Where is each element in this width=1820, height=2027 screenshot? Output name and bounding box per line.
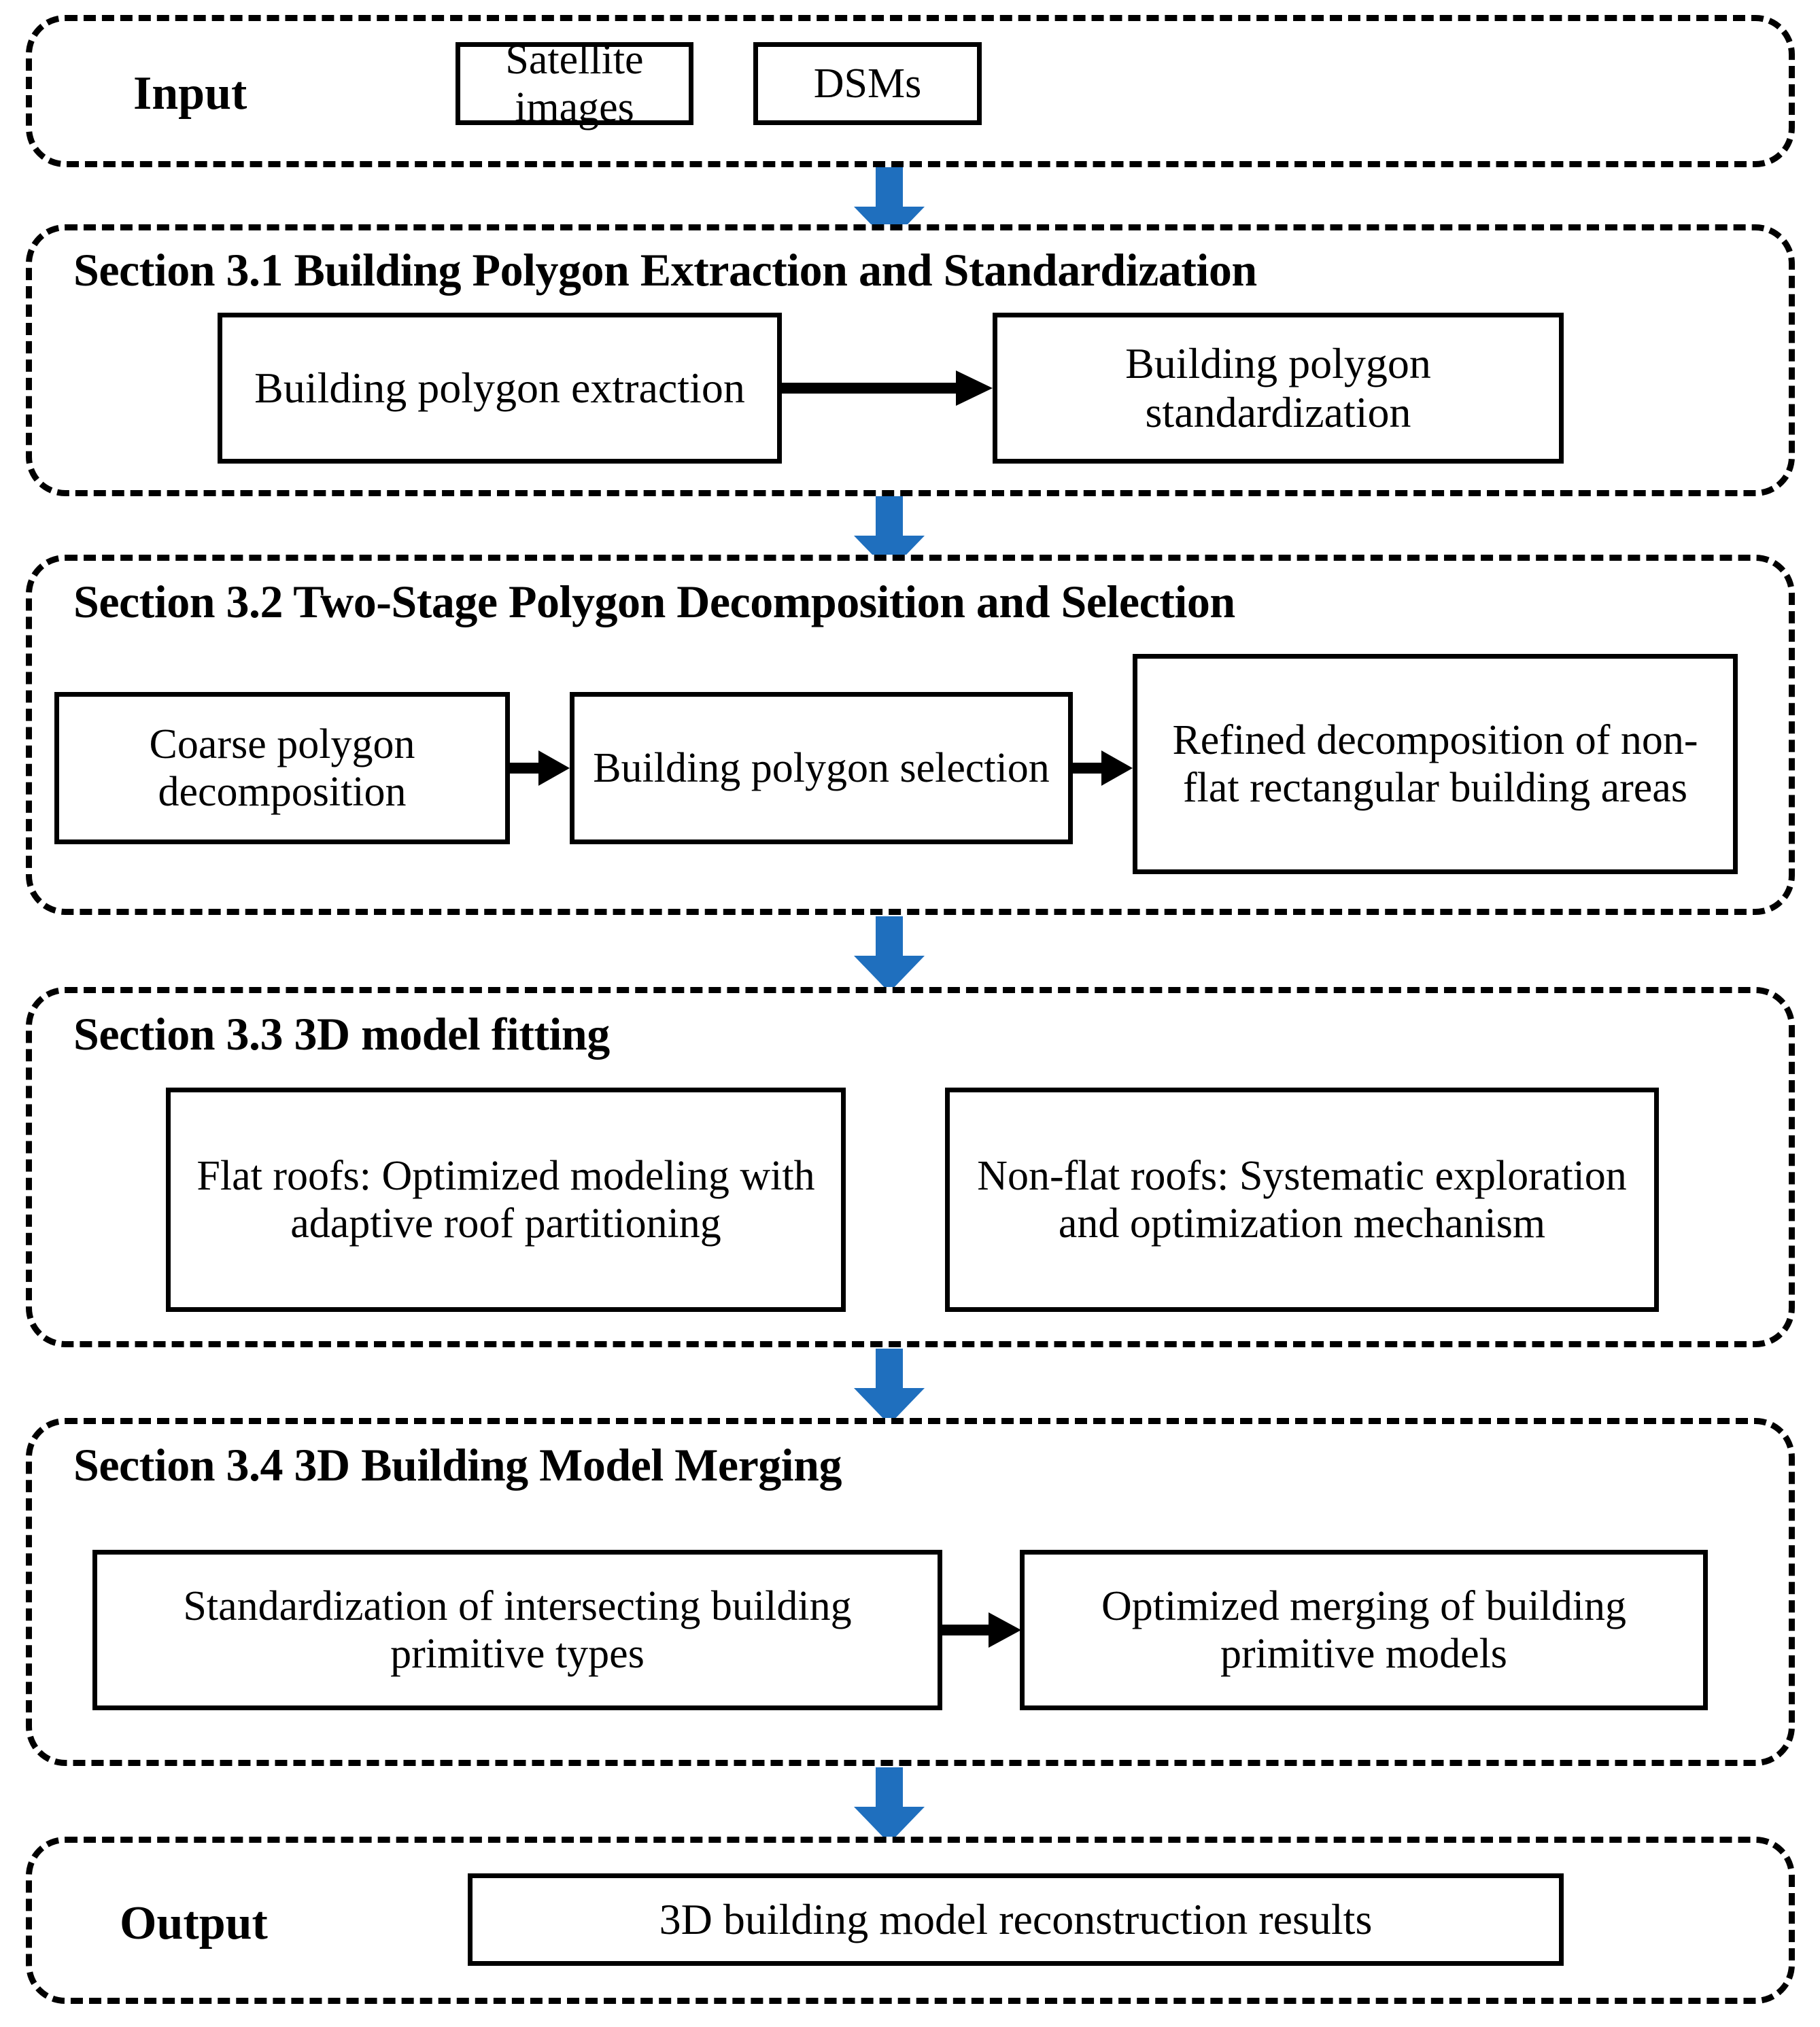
section-3-2-box-refined-decomposition[interactable]: Refined decomposition of non-flat rectangular building areas — [1133, 654, 1738, 874]
section-title-3-2: Section 3.2 Two-Stage Polygon Decomposition and Selection — [73, 576, 1235, 627]
arrow-right-icon-2 — [510, 750, 570, 789]
arrow-right-icon-4 — [942, 1612, 1021, 1651]
arrow-down-icon-5 — [848, 1767, 930, 1847]
section-3-4-box-optimized-merging[interactable]: Optimized merging of building primitive models — [1020, 1550, 1708, 1710]
section-3-2-box-coarse-decomposition[interactable]: Coarse polygon decomposition — [54, 692, 510, 844]
section-title-3-3: Section 3.3 3D model fitting — [73, 1008, 610, 1060]
input-box-satellite-images[interactable]: Satellite images — [456, 42, 693, 125]
output-stage-label: Output — [120, 1897, 268, 1950]
section-3-4-box-standardization-intersecting[interactable]: Standardization of intersecting building primitive types — [92, 1550, 942, 1710]
arrow-down-icon-3 — [848, 916, 930, 996]
section-3-1-box-extraction[interactable]: Building polygon extraction — [218, 313, 782, 464]
section-3-3-box-non-flat-roofs[interactable]: Non-flat roofs: Systematic exploration and optimization mechanism — [945, 1088, 1659, 1312]
input-stage-label: Input — [133, 67, 247, 120]
section-title-3-1: Section 3.1 Building Polygon Extraction and Standardization — [73, 244, 1257, 296]
arrow-right-icon-1 — [782, 370, 993, 409]
section-title-3-4: Section 3.4 3D Building Model Merging — [73, 1439, 842, 1491]
arrow-down-icon-4 — [848, 1349, 930, 1428]
arrow-right-icon-3 — [1073, 750, 1133, 789]
section-3-2-box-polygon-selection[interactable]: Building polygon selection — [570, 692, 1073, 844]
section-3-3-box-flat-roofs[interactable]: Flat roofs: Optimized modeling with adaptive roof partitioning — [166, 1088, 846, 1312]
output-box-reconstruction-results[interactable]: 3D building model reconstruction results — [468, 1873, 1564, 1966]
section-3-1-box-standardization[interactable]: Building polygon standardization — [993, 313, 1564, 464]
input-box-dsms[interactable]: DSMs — [753, 42, 982, 125]
